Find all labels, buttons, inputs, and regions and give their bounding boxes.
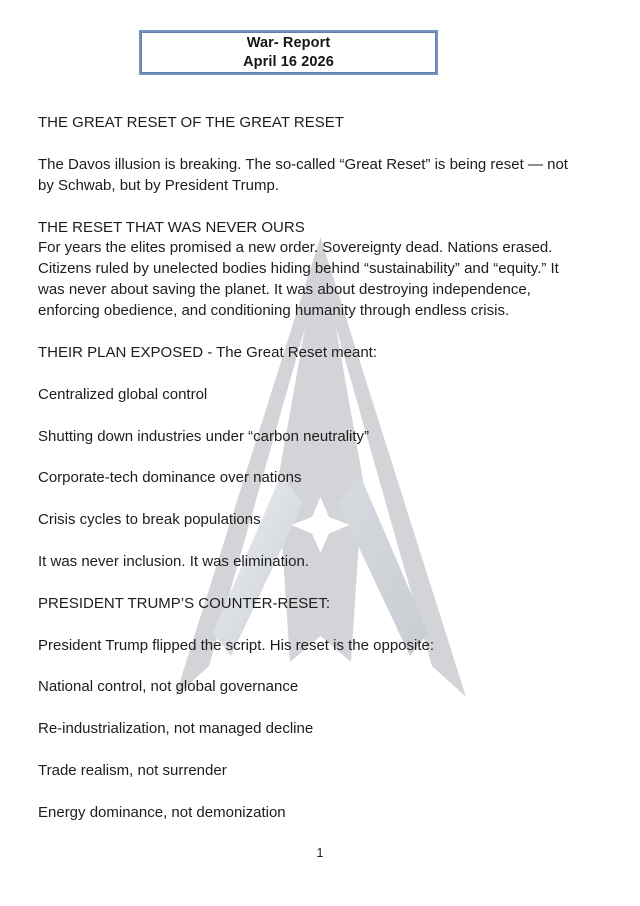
- paragraph: [38, 636, 612, 657]
- paragraph: [38, 385, 612, 406]
- text-line: PRESIDENT TRUMP’S COUNTER-RESET:: [38, 594, 330, 612]
- text-line: Corporate-tech dominance over nations: [38, 469, 302, 487]
- text-line: Shutting down industries under “carbon neutrality”: [38, 427, 370, 445]
- paragraph: [38, 510, 612, 531]
- text-line: Energy dominance, not demonization: [38, 803, 286, 821]
- paragraph: [38, 719, 612, 740]
- paragraph: [38, 761, 612, 782]
- text-line: Centralized global control: [38, 385, 208, 403]
- text-line: enforcing obedience, and conditioning humanity through endless crisis.: [38, 302, 510, 320]
- text-line: Crisis cycles to break populations: [38, 511, 261, 529]
- paragraph: [38, 113, 612, 134]
- text-line: The Davos illusion is breaking. The so-called “Great Reset” is being reset — not: [38, 155, 568, 173]
- paragraph: [38, 427, 612, 448]
- paragraph: [38, 552, 612, 573]
- text-line: For years the elites promised a new order. Sovereignty dead. Nations erased.: [38, 239, 553, 257]
- text-line: was never about saving the planet. It was about destroying independence,: [38, 281, 531, 299]
- document-body: [38, 113, 612, 844]
- report-title: War- Report: [246, 34, 331, 51]
- text-line: Trade realism, not surrender: [38, 761, 227, 779]
- text-line: THE RESET THAT WAS NEVER OURS: [38, 218, 305, 236]
- paragraph: [38, 803, 612, 824]
- paragraph: [38, 343, 612, 364]
- paragraph: [38, 218, 612, 323]
- text-line: Re-industrialization, not managed decline: [38, 720, 314, 738]
- text-line: National control, not global governance: [38, 678, 299, 696]
- text-line: President Trump flipped the script. His reset is the opposite:: [38, 636, 435, 654]
- header-box: [139, 30, 438, 75]
- page-number: 1: [316, 846, 324, 860]
- text-line: Citizens ruled by unelected bodies hiding behind “sustainability” and “equity.” It: [38, 260, 559, 278]
- text-line: THEIR PLAN EXPOSED - The Great Reset meant:: [38, 343, 378, 361]
- paragraph: [38, 594, 612, 615]
- paragraph: [38, 677, 612, 698]
- text-line: by Schwab, but by President Trump.: [38, 176, 279, 194]
- paragraph: [38, 468, 612, 489]
- text-line: THE GREAT RESET OF THE GREAT RESET: [38, 114, 344, 131]
- report-date: April 16 2026: [243, 53, 334, 70]
- paragraph: [38, 155, 612, 197]
- text-line: It was never inclusion. It was elimination.: [38, 552, 309, 570]
